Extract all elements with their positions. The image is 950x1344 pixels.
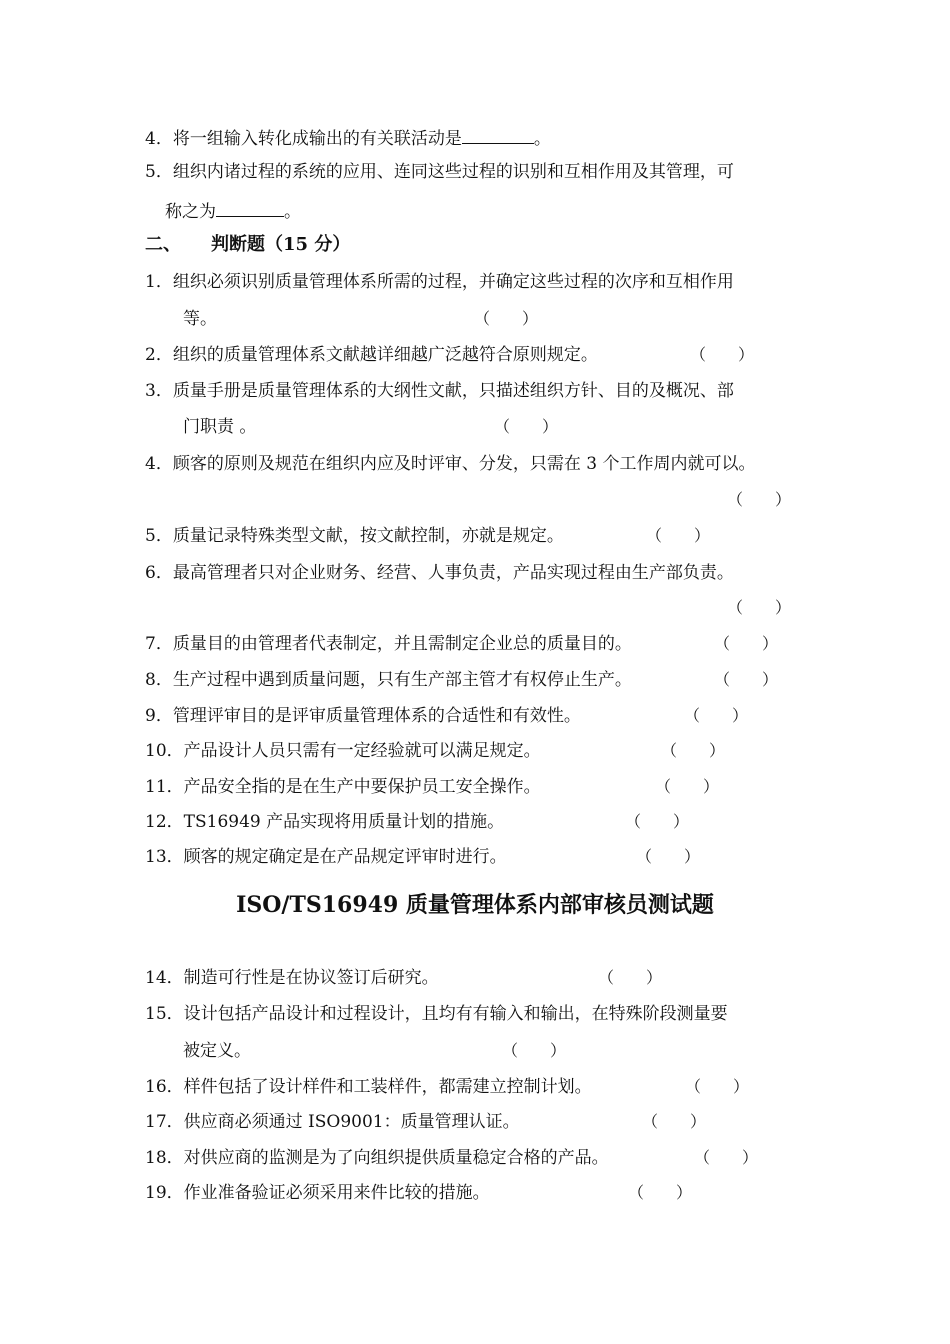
item-number: 14． xyxy=(145,968,184,988)
answer-paren[interactable]: （ ） xyxy=(646,526,711,545)
item-text: 产品设计人员只需有一定经验就可以满足规定。 xyxy=(183,741,541,761)
judge-item-18 xyxy=(145,1146,609,1170)
item-number: 9． xyxy=(145,706,173,726)
judge-item-19 xyxy=(145,1181,490,1205)
item-text-cont: 门职责 。 xyxy=(183,417,257,437)
item-tail: 。 xyxy=(533,129,551,149)
answer-paren[interactable]: （ ） xyxy=(684,706,749,725)
answer-paren[interactable]: （ ） xyxy=(502,1041,567,1060)
fill-in-item-5 xyxy=(145,160,734,184)
answer-blank[interactable] xyxy=(462,125,534,144)
judge-item-8 xyxy=(145,668,632,692)
answer-paren[interactable]: （ ） xyxy=(694,1148,759,1167)
judge-item-10 xyxy=(145,739,541,763)
item-number: 10． xyxy=(145,741,184,761)
item-text: 生产过程中遇到质量问题，只有生产部主管才有权停止生产。 xyxy=(172,670,632,690)
answer-blank[interactable] xyxy=(216,198,284,217)
answer-paren[interactable]: （ ） xyxy=(690,345,755,364)
item-number: 5． xyxy=(145,162,173,182)
item-text: 将一组输入转化成输出的有关联活动是 xyxy=(172,129,462,149)
item-text: 顾客的规定确定是在产品规定评审时进行。 xyxy=(183,847,507,867)
answer-paren[interactable]: （ ） xyxy=(655,777,720,796)
item-number: 4． xyxy=(145,129,173,149)
item-text: 顾客的原则及规范在组织内应及时评审、分发，只需在 3 个工作周内就可以。 xyxy=(172,454,756,474)
judge-item-9 xyxy=(145,704,581,728)
answer-paren[interactable]: （ ） xyxy=(714,634,779,653)
item-number: 13． xyxy=(145,847,184,867)
item-number: 16． xyxy=(145,1077,184,1097)
item-number: 1． xyxy=(145,272,173,292)
item-number: 19． xyxy=(145,1183,184,1203)
item-text: 管理评审目的是评审质量管理体系的合适性和有效性。 xyxy=(172,706,581,726)
item-number: 11． xyxy=(145,777,184,797)
item-text: 设计包括产品设计和过程设计，且均有有输入和输出，在特殊阶段测量要 xyxy=(183,1004,728,1024)
judge-item-3-cont xyxy=(183,415,256,439)
answer-paren[interactable]: （ ） xyxy=(661,741,726,760)
item-text: 组织必须识别质量管理体系所需的过程，并确定这些过程的次序和互相作用 xyxy=(172,272,734,292)
judge-item-15-cont xyxy=(183,1039,251,1063)
item-text: 对供应商的监测是为了向组织提供质量稳定合格的产品。 xyxy=(183,1148,609,1168)
section-heading xyxy=(145,232,350,258)
section-index: 二、 xyxy=(145,234,181,255)
judge-item-5 xyxy=(145,524,564,548)
answer-paren[interactable]: （ ） xyxy=(494,417,559,436)
judge-item-6 xyxy=(145,561,734,585)
item-text: 制造可行性是在协议签订后研究。 xyxy=(183,968,439,988)
judge-item-15 xyxy=(145,1002,728,1026)
section-title: 判断题（15 分） xyxy=(211,234,351,255)
item-number: 8． xyxy=(145,670,173,690)
item-text: 样件包括了设计样件和工装样件，都需建立控制计划。 xyxy=(183,1077,592,1097)
item-number: 3． xyxy=(145,381,173,401)
judge-item-13 xyxy=(145,845,507,869)
judge-item-14 xyxy=(145,966,439,990)
item-number: 7． xyxy=(145,634,173,654)
judge-item-17 xyxy=(145,1110,520,1134)
answer-paren[interactable]: （ ） xyxy=(474,309,539,328)
item-text-cont: 等。 xyxy=(183,309,217,329)
item-text-cont: 称之为 xyxy=(165,202,216,222)
item-number: 2． xyxy=(145,345,173,365)
judge-item-3 xyxy=(145,379,734,403)
answer-paren[interactable]: （ ） xyxy=(636,847,701,866)
judge-item-11 xyxy=(145,775,541,799)
answer-paren[interactable]: （ ） xyxy=(685,1077,750,1096)
item-text: 产品安全指的是在生产中要保护员工安全操作。 xyxy=(183,777,541,797)
judge-item-4 xyxy=(145,452,755,476)
judge-item-2 xyxy=(145,343,598,367)
item-number: 17． xyxy=(145,1112,184,1132)
answer-paren[interactable]: （ ） xyxy=(598,968,663,987)
item-number: 5． xyxy=(145,526,173,546)
item-number: 18． xyxy=(145,1148,184,1168)
item-text: 组织内诸过程的系统的应用、连同这些过程的识别和互相作用及其管理，可 xyxy=(172,162,734,182)
judge-item-1-cont xyxy=(183,307,217,331)
item-number: 15． xyxy=(145,1004,184,1024)
fill-in-item-5-continuation xyxy=(165,198,301,224)
item-text: 质量记录特殊类型文献，按文献控制，亦就是规定。 xyxy=(172,526,564,546)
item-number: 12． xyxy=(145,812,184,832)
answer-paren[interactable]: （ ） xyxy=(642,1112,707,1131)
item-tail: 。 xyxy=(284,202,301,222)
judge-item-16 xyxy=(145,1075,592,1099)
item-text-cont: 被定义。 xyxy=(183,1041,251,1061)
answer-paren[interactable]: （ ） xyxy=(727,490,792,509)
item-number: 4． xyxy=(145,454,173,474)
item-text: 作业准备验证必须采用来件比较的措施。 xyxy=(183,1183,490,1203)
fill-in-item-4 xyxy=(145,125,551,151)
judge-item-7 xyxy=(145,632,632,656)
page-title: ISO/TS16949 质量管理体系内部审核员测试题 xyxy=(236,892,714,918)
item-text: 供应商必须通过 ISO9001：质量管理认证。 xyxy=(183,1112,520,1132)
item-text: 组织的质量管理体系文献越详细越广泛越符合原则规定。 xyxy=(172,345,598,365)
answer-paren[interactable]: （ ） xyxy=(714,670,779,689)
answer-paren[interactable]: （ ） xyxy=(625,812,690,831)
item-text: 质量手册是质量管理体系的大纲性文献，只描述组织方针、目的及概况、部 xyxy=(172,381,734,401)
answer-paren[interactable]: （ ） xyxy=(628,1183,693,1202)
item-text: 最高管理者只对企业财务、经营、人事负责，产品实现过程由生产部负责。 xyxy=(172,563,734,583)
judge-item-12 xyxy=(145,810,504,834)
item-number: 6． xyxy=(145,563,173,583)
item-text: TS16949 产品实现将用质量计划的措施。 xyxy=(183,812,505,832)
answer-paren[interactable]: （ ） xyxy=(727,598,792,617)
item-text: 质量目的由管理者代表制定，并且需制定企业总的质量目的。 xyxy=(172,634,632,654)
judge-item-1 xyxy=(145,270,734,294)
